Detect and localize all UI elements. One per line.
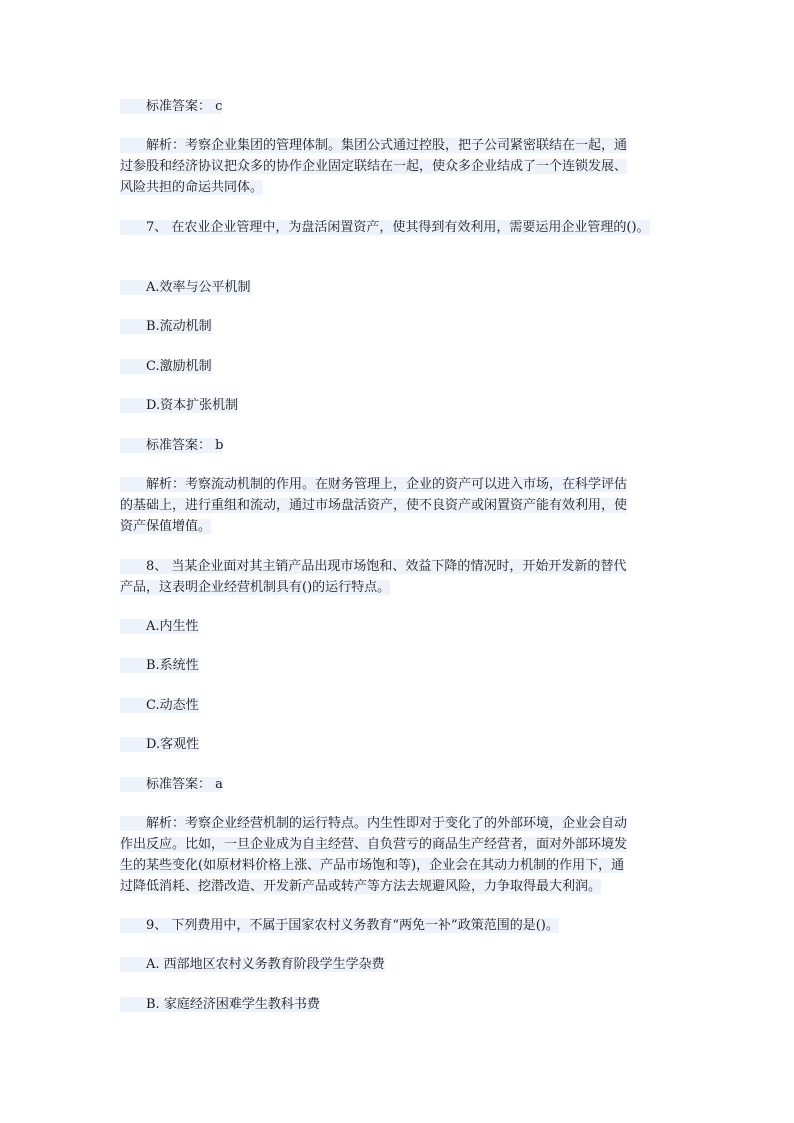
q9-option-a: A. 西部地区农村义务教育阶段学生学杂费 xyxy=(120,957,385,972)
q8-analysis-line-3: 生的某些变化(如原材料价格上涨、产品市场饱和等)，企业会在其动力机制的作用下，通 xyxy=(120,858,625,873)
q7-answer: 标准答案： b xyxy=(120,438,224,453)
q8-option-c: C.动态性 xyxy=(120,698,199,713)
q9-stem: 9、 下列费用中，不属于国家农村义务教育“两免一补”政策范围的是()。 xyxy=(120,918,559,933)
q7-analysis-line-1: 解析：考察流动机制的作用。在财务管理上，企业的资产可以进入市场，在科学评估 xyxy=(120,477,628,492)
q6-analysis-line-2: 过参股和经济协议把众多的协作企业固定联结在一起，使众多企业结成了一个连锁发展、 xyxy=(120,159,628,174)
q6-answer: 标准答案： c xyxy=(120,99,223,114)
q7-option-c: C.激励机制 xyxy=(120,359,212,374)
q7-analysis-line-2: 的基础上，进行重组和流动，通过市场盘活资产，使不良资产或闲置资产能有效利用，使 xyxy=(120,498,628,513)
q8-stem-line-2: 产品，这表明企业经营机制具有()的运行特点。 xyxy=(120,580,391,595)
q8-analysis-line-2: 作出反应。比如，一旦企业成为自主经营、自负营亏的商品生产经营者，面对外部环境发 xyxy=(120,837,628,852)
q8-option-b: B.系统性 xyxy=(120,658,199,673)
q6-analysis-line-1: 解析：考察企业集团的管理体制。集团公式通过控股，把子公司紧密联结在一起，通 xyxy=(120,138,628,153)
q8-analysis-line-1: 解析：考察企业经营机制的运行特点。内生性即对于变化了的外部环境，企业会自动 xyxy=(120,816,628,831)
q7-option-b: B.流动机制 xyxy=(120,319,212,334)
q7-option-d: D.资本扩张机制 xyxy=(120,398,239,413)
q6-analysis-line-3: 风险共担的命运共同体。 xyxy=(120,180,264,195)
q8-option-d: D.客观性 xyxy=(120,737,200,752)
q7-stem: 7、 在农业企业管理中，为盘活闲置资产，使其得到有效利用，需要运用企业管理的()。 xyxy=(120,220,650,235)
q7-analysis-line-3: 资产保值增值。 xyxy=(120,519,212,534)
q8-stem-line-1: 8、 当某企业面对其主销产品出现市场饱和、效益下降的情况时，开始开发新的替代 xyxy=(120,559,627,574)
q8-analysis-line-4: 过降低消耗、挖潜改造、开发新产品或转产等方法去规避风险，力争取得最大利润。 xyxy=(120,879,602,894)
q8-answer: 标准答案： a xyxy=(120,777,223,792)
q7-option-a: A.效率与公平机制 xyxy=(120,280,251,295)
q8-option-a: A.内生性 xyxy=(120,619,199,634)
q9-option-b: B. 家庭经济困难学生教科书费 xyxy=(120,997,320,1012)
